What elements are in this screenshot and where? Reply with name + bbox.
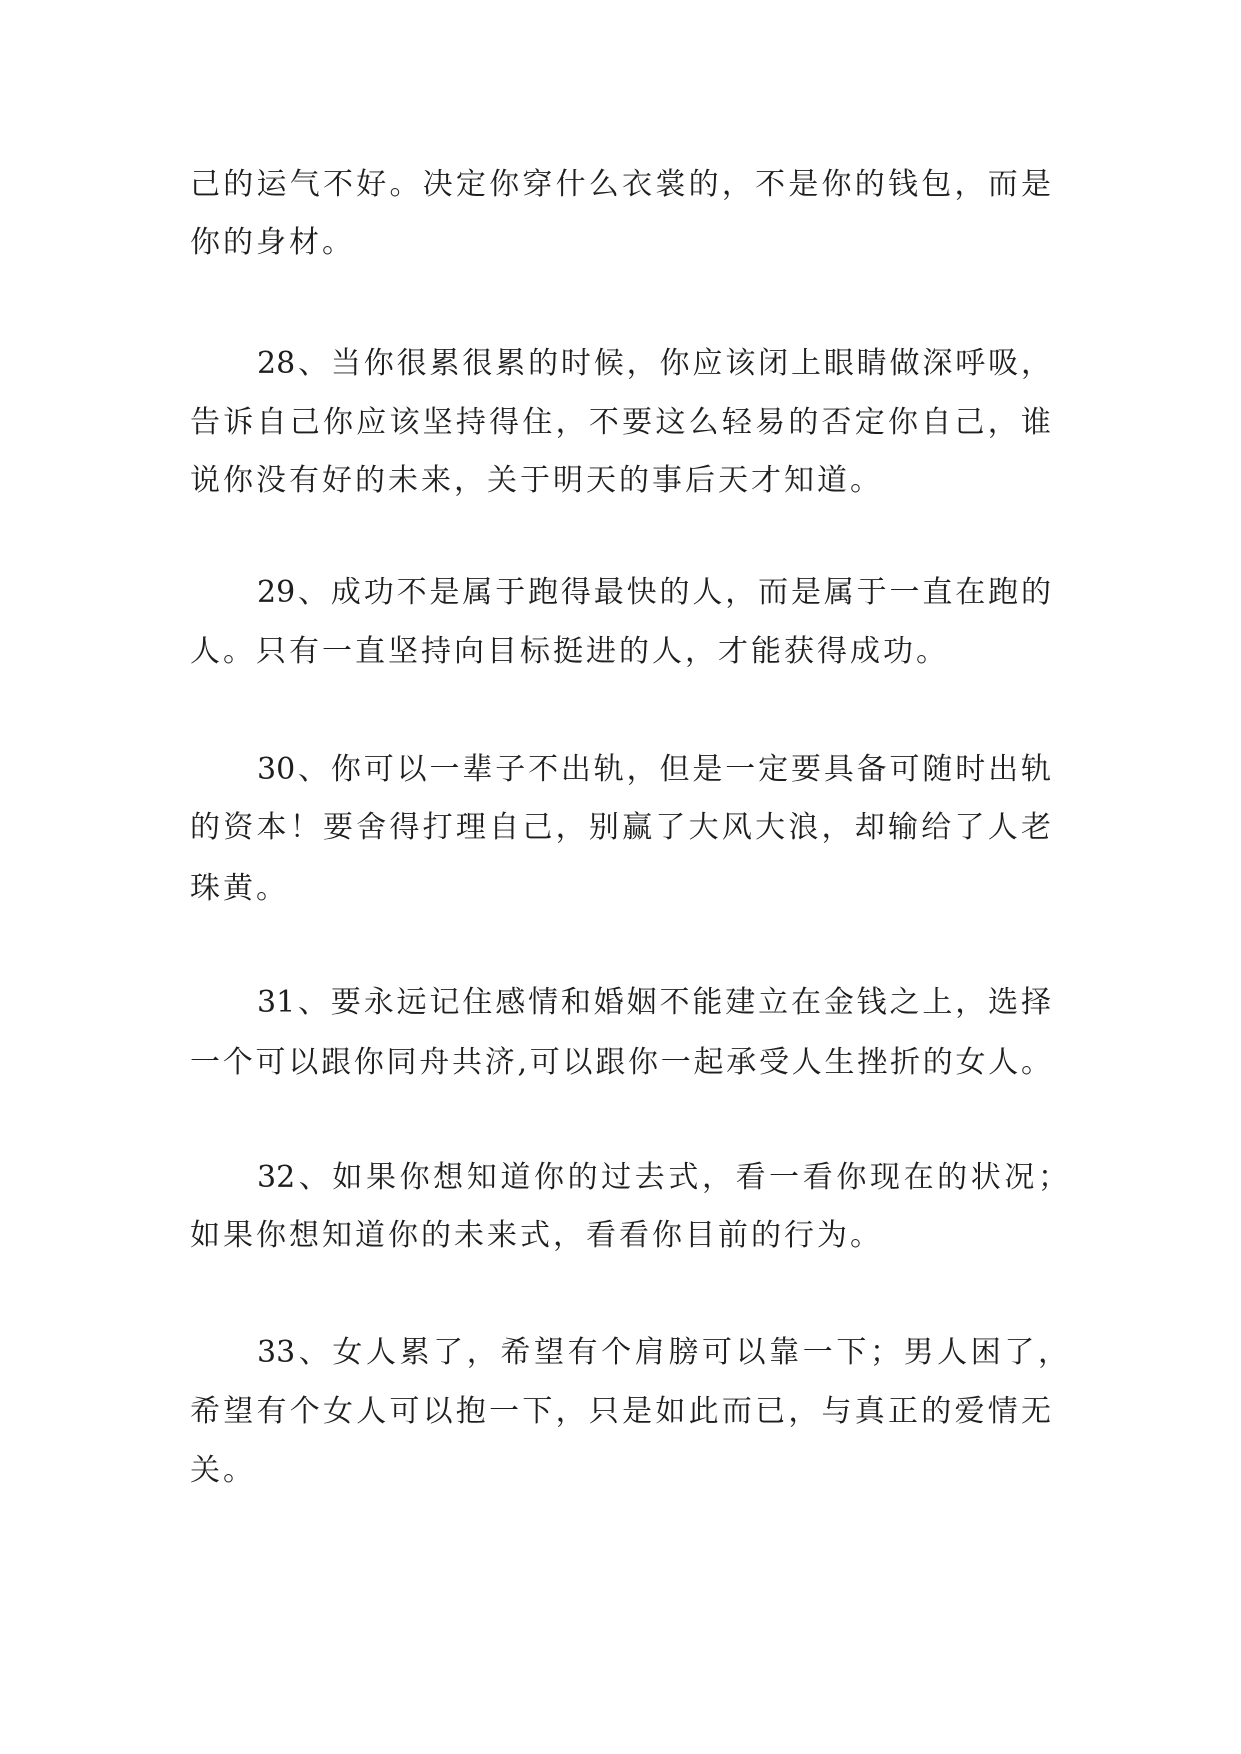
text-line: 31、要永远记住感情和婚姻不能建立在金钱之上，选择 bbox=[257, 985, 1051, 1020]
text-line: 30、你可以一辈子不出轨，但是一定要具备可随时出轨 bbox=[257, 752, 1051, 787]
text-line: 希望有个女人可以抱一下，只是如此而已，与真正的爱情无 bbox=[190, 1394, 1051, 1429]
text-line: 你的身材。 bbox=[190, 225, 355, 260]
text-line: 珠黄。 bbox=[190, 871, 289, 906]
text-line: 关。 bbox=[190, 1453, 256, 1488]
text-line: 己的运气不好。决定你穿什么衣裳的，不是你的钱包，而是 bbox=[190, 167, 1051, 202]
text-line: 33、女人累了，希望有个肩膀可以靠一下；男人困了， bbox=[257, 1335, 1068, 1370]
text-line: 说你没有好的未来，关于明天的事后天才知道。 bbox=[190, 463, 883, 498]
text-line: 一个可以跟你同舟共济,可以跟你一起承受人生挫折的女人。 bbox=[190, 1045, 1051, 1080]
text-line: 32、如果你想知道你的过去式，看一看你现在的状况； bbox=[257, 1160, 1068, 1195]
text-line: 如果你想知道你的未来式，看看你目前的行为。 bbox=[190, 1218, 883, 1253]
text-line: 28、当你很累很累的时候，你应该闭上眼睛做深呼吸， bbox=[257, 346, 1051, 381]
text-line: 29、成功不是属于跑得最快的人，而是属于一直在跑的 bbox=[257, 575, 1051, 610]
text-line: 人。只有一直坚持向目标挺进的人，才能获得成功。 bbox=[190, 634, 949, 669]
text-line: 告诉自己你应该坚持得住，不要这么轻易的否定你自己，谁 bbox=[190, 405, 1051, 440]
text-line: 的资本！要舍得打理自己，别赢了大风大浪，却输给了人老 bbox=[190, 810, 1051, 845]
